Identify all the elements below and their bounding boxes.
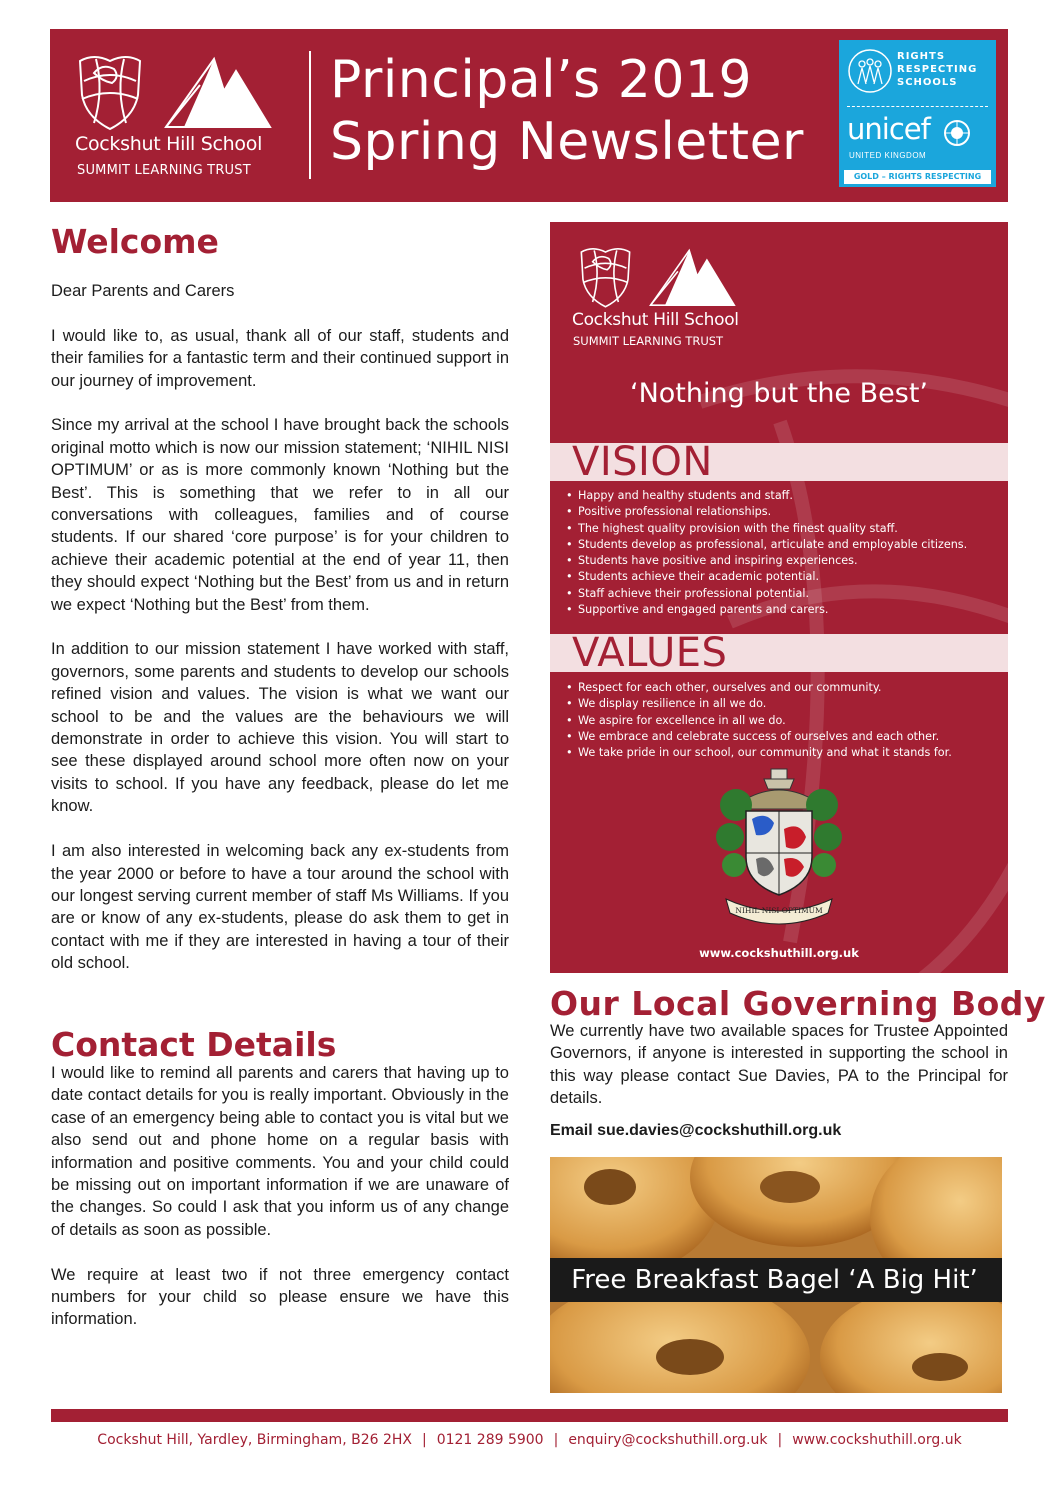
unicef-uk: UNITED KINGDOM (849, 151, 927, 160)
unicef-globe-icon (942, 118, 972, 148)
panel-trust-name: SUMMIT LEARNING TRUST (573, 334, 724, 348)
vision-heading: VISION (572, 439, 713, 485)
bagel-photo (550, 1157, 1002, 1393)
footer-address: Cockshut Hill, Yardley, Birmingham, B26 2HX (97, 1432, 412, 1448)
values-item: • We display resilience in all we do. (566, 696, 952, 712)
governing-email[interactable]: Email sue.davies@cockshuthill.org.uk (550, 1122, 842, 1139)
crest-motto: NIHIL NISI OPTIMUM (735, 906, 823, 915)
rrs-dashed-divider (847, 106, 988, 107)
footer (51, 1432, 1008, 1448)
footer-phone[interactable]: 0121 289 5900 (436, 1432, 544, 1448)
vision-item: • Supportive and engaged parents and carers. (566, 602, 967, 618)
school-name: Cockshut Hill School (75, 133, 263, 155)
governing-heading: Our Local Governing Body (550, 984, 1046, 1023)
panel-school-logo-icon (572, 244, 742, 310)
welcome-heading: Welcome (51, 222, 219, 261)
rights-respecting-badge (839, 40, 996, 187)
welcome-paragraph: Dear Parents and Carers (51, 282, 235, 300)
title-line-1: Principal’s 2019 (330, 50, 753, 110)
vision-item: • The highest quality provision with the finest quality staff. (566, 521, 967, 537)
vision-item: • Staff achieve their professional potential. (566, 586, 967, 602)
values-item: • We take pride in our school, our community and what it stands for. (566, 745, 952, 761)
rrs-text (897, 50, 977, 89)
welcome-paragraph: I would like to, as usual, thank all of our staff, students and their families for a fantastic term and their continued support in our journey of improvement. (51, 326, 509, 390)
vision-values-panel (550, 222, 1008, 973)
vision-item: • Students develop as professional, articulate and employable citizens. (566, 537, 967, 553)
header-divider (309, 51, 311, 179)
values-list (566, 680, 952, 761)
gold-rights-respecting: GOLD – RIGHTS RESPECTING (844, 170, 991, 184)
rrs-line-3: SCHOOLS (897, 77, 958, 88)
vision-list (566, 488, 967, 618)
motto: ‘Nothing but the Best’ (629, 378, 928, 409)
vision-item: • Happy and healthy students and staff. (566, 488, 967, 504)
values-item: • Respect for each other, ourselves and our community. (566, 680, 952, 696)
newsletter-title (330, 49, 804, 173)
vision-heading-bar (550, 439, 1008, 485)
contact-body (51, 1062, 509, 1353)
unicef-wordmark: unicef (847, 112, 930, 146)
panel-school-name: Cockshut Hill School (572, 310, 739, 330)
rrs-line-2: RESPECTING (897, 64, 978, 75)
bagel-caption: Free Breakfast Bagel ‘A Big Hit’ (550, 1258, 1002, 1302)
school-crest-icon (716, 765, 842, 927)
values-heading: VALUES (572, 630, 728, 676)
welcome-paragraph: Since my arrival at the school I have brought back the schools original motto which is now our mission statement; ‘NIHIL NISI OPTIMUM’ or as is more commonly known ‘Nothing but the Best’. This is something that we refer to in all our conversations with colleagues, families and of course students. If our shared ‘core purpose’ is for your children to achieve their academic potential at the end of year 11, then they should expect ‘Nothing but the Best’ from us and in return we expect ‘Nothing but the Best’ from them. (51, 416, 509, 614)
school-logo-icon (74, 51, 274, 133)
welcome-paragraph: In addition to our mission statement I have worked with staff, governors, some parents and students to develop our schools refined vision and values. The vision is what we want our school to be and the values are the behaviours we will demonstrate in order to achieve this vision. You will start to see these displayed around school more often now on your visits to school. If you have any feedback, please do let me know. (51, 640, 509, 816)
rrs-line-1: RIGHTS (897, 51, 946, 62)
vision-item: • Students achieve their academic potential. (566, 569, 967, 585)
header-banner (50, 29, 1008, 202)
vision-item: • Positive professional relationships. (566, 504, 967, 520)
footer-separator: | (777, 1432, 783, 1448)
governing-body: We currently have two available spaces for Trustee Appointed Governors, if anyone is interested in supporting the school in this way please contact Sue Davies, PA to the Principal for details. (550, 1022, 1008, 1108)
vision-item: • Students have positive and inspiring experiences. (566, 553, 967, 569)
welcome-paragraph: I am also interested in welcoming back any ex-students from the year 2000 or before to have a tour around the school with our longest serving current member of staff Ms Williams. If you are or know of any ex-students, please do ask them to get in contact with me if they are interested in having a tour of their old school. (51, 842, 509, 973)
footer-website[interactable]: www.cockshuthill.org.uk (792, 1432, 962, 1448)
footer-bar (51, 1409, 1008, 1422)
contact-paragraph: I would like to remind all parents and carers that having up to date contact details for you is really important. Obviously in the case of an emergency being able to contact you is vital but we also send out and phone home on a regular basis with information and positive comments. You and your child could be missing out on important information if we are unaware of the changes. So could I ask that you inform us of any change of details as soon as possible. (51, 1064, 509, 1239)
values-heading-bar (550, 630, 1008, 676)
values-item: • We aspire for excellence in all we do. (566, 713, 952, 729)
title-line-2: Spring Newsletter (330, 112, 804, 172)
footer-separator: | (553, 1432, 559, 1448)
welcome-body (51, 280, 509, 997)
panel-website[interactable]: www.cockshuthill.org.uk (699, 946, 859, 960)
contact-heading: Contact Details (51, 1025, 337, 1064)
footer-separator: | (421, 1432, 427, 1448)
footer-email[interactable]: enquiry@cockshuthill.org.uk (568, 1432, 768, 1448)
trust-name: SUMMIT LEARNING TRUST (77, 163, 251, 178)
children-circle-icon (847, 48, 893, 94)
values-item: • We embrace and celebrate success of ourselves and each other. (566, 729, 952, 745)
contact-paragraph: We require at least two if not three emergency contact numbers for your child so please ensure we have this information. (51, 1265, 509, 1329)
